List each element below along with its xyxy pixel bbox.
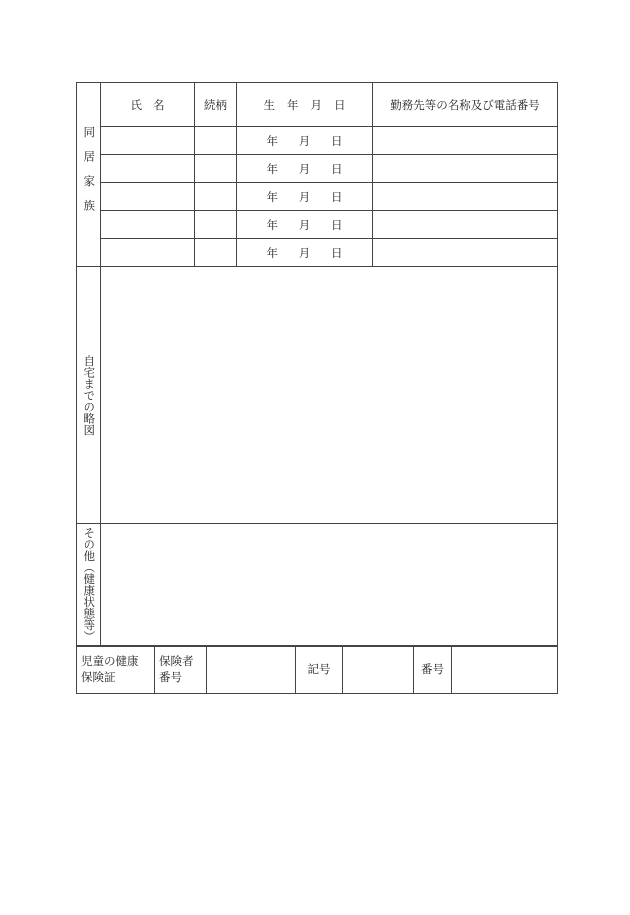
- family-row: [77, 155, 558, 183]
- family-header-row: [77, 83, 558, 127]
- dob-field[interactable]: 年 月 日: [237, 211, 373, 239]
- workplace-field[interactable]: [373, 239, 558, 267]
- insurer-number-field[interactable]: [207, 647, 296, 694]
- relation-field[interactable]: [195, 183, 237, 211]
- map-row: [77, 267, 558, 524]
- map-area[interactable]: [101, 267, 558, 524]
- dob-field[interactable]: 年 月 日: [237, 127, 373, 155]
- name-field[interactable]: [101, 127, 195, 155]
- name-field[interactable]: [101, 211, 195, 239]
- dob-field[interactable]: 年 月 日: [237, 183, 373, 211]
- relation-field[interactable]: [195, 127, 237, 155]
- dob-header: 生 年 月 日: [237, 83, 373, 127]
- other-row: [77, 524, 558, 646]
- workplace-field[interactable]: [373, 211, 558, 239]
- family-row: [77, 127, 558, 155]
- workplace-field[interactable]: [373, 155, 558, 183]
- symbol-field[interactable]: [343, 647, 414, 694]
- insurer-number-label: 保険者 番号: [155, 647, 207, 694]
- workplace-field[interactable]: [373, 127, 558, 155]
- other-label: その他︵健康状態等︶: [82, 527, 97, 642]
- symbol-label: 記号: [296, 647, 343, 694]
- other-area[interactable]: [101, 524, 558, 646]
- workplace-header: 勤務先等の名称及び電話番号: [373, 83, 558, 127]
- family-table: [76, 82, 558, 646]
- insurance-row: [77, 647, 558, 694]
- relation-header: 続柄: [195, 83, 237, 127]
- number-field[interactable]: [452, 647, 558, 694]
- insurance-table: [76, 646, 558, 694]
- other-label-cell: [77, 524, 101, 646]
- household-label-cell: [77, 83, 101, 267]
- family-form: [76, 82, 557, 694]
- map-label-cell: [77, 267, 101, 524]
- relation-field[interactable]: [195, 155, 237, 183]
- household-label: 同居家族: [82, 125, 97, 224]
- map-label: 自宅までの略図: [82, 354, 97, 436]
- name-field[interactable]: [101, 239, 195, 267]
- workplace-field[interactable]: [373, 183, 558, 211]
- family-row: [77, 239, 558, 267]
- family-row: [77, 211, 558, 239]
- relation-field[interactable]: [195, 211, 237, 239]
- name-field[interactable]: [101, 183, 195, 211]
- number-label: 番号: [414, 647, 452, 694]
- insurance-card-label: 児童の健康 保険証: [77, 647, 155, 694]
- name-header: 氏 名: [101, 83, 195, 127]
- family-row: [77, 183, 558, 211]
- dob-field[interactable]: 年 月 日: [237, 239, 373, 267]
- dob-field[interactable]: 年 月 日: [237, 155, 373, 183]
- relation-field[interactable]: [195, 239, 237, 267]
- name-field[interactable]: [101, 155, 195, 183]
